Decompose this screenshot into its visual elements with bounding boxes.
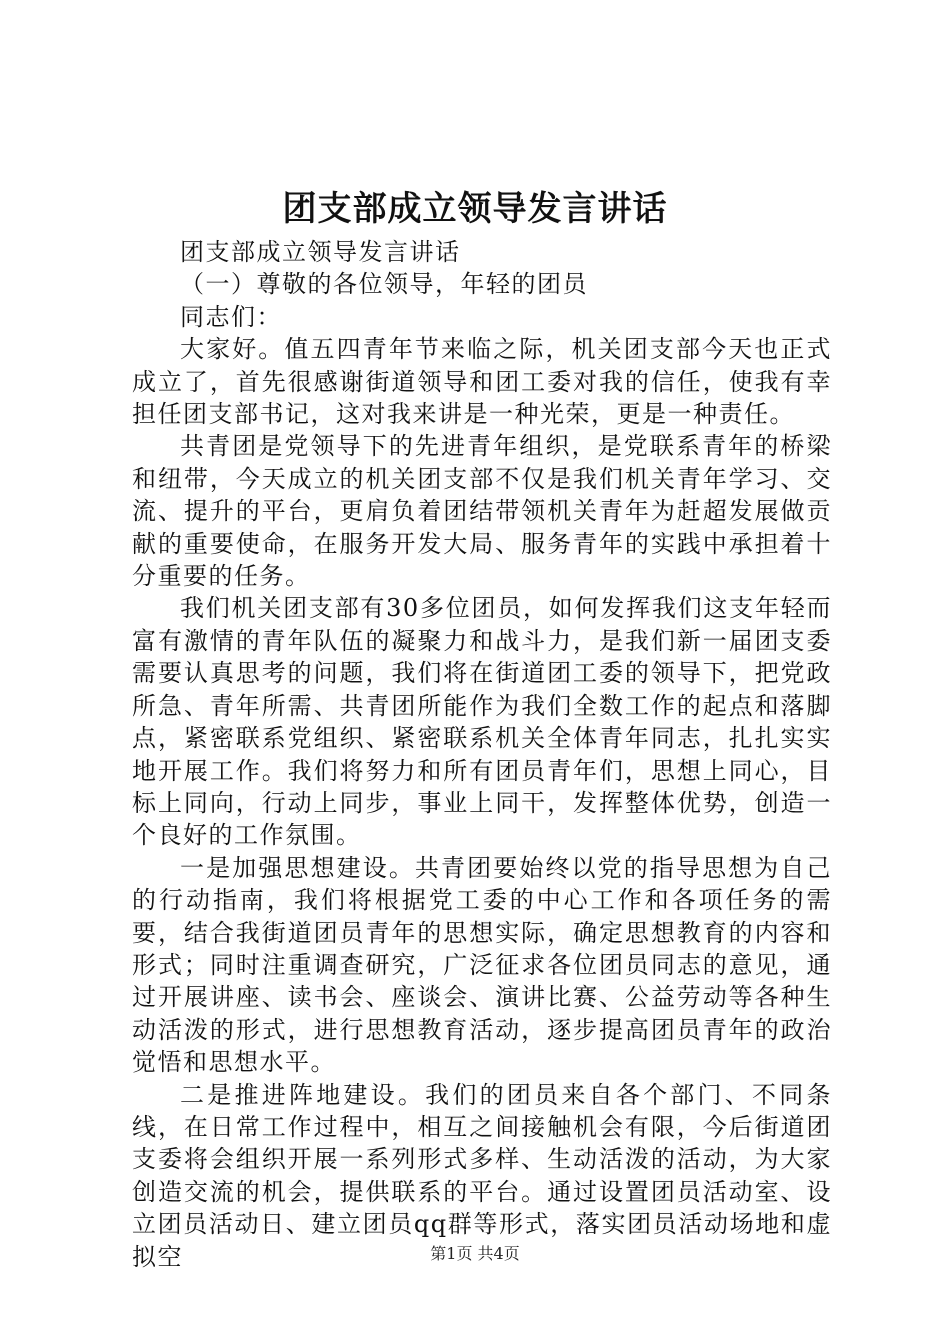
paragraph: 一是加强思想建设。共青团要始终以党的指导思想为自己的行动指南，我们将根据党工委的中心工作和各项任务的需要，结合我街道团员青年的思想实际，确定思想教育的内容和形式；同时注重调查研究，广泛征求各位团员同志的意见，通过开展讲座、读书会、座谈会、演讲比赛、公益劳动等各种生动活泼的形式，进行思想教育活动，逐步提高团员青年的政治觉悟和思想水平。 (132, 853, 832, 1077)
document-title: 团支部成立领导发言讲话 (282, 189, 668, 229)
paragraph: 二是推进阵地建设。我们的团员来自各个部门、不同条线，在日常工作过程中，相互之间接触机会有限，今后街道团支委将会组织开展一系列形式多样、生动活泼的活动，为大家创造交流的机会，提供联系的平台。通过设置团员活动室、设立团员活动日、建立团员qq群等形式，落实团员活动场地和虚拟空 (132, 1080, 832, 1271)
page-footer: 第1页 共4页 (430, 1244, 520, 1263)
paragraph: 大家好。值五四青年节来临之际，机关团支部今天也正式成立了，首先很感谢街道领导和团工委对我的信任，使我有幸担任团支部书记，这对我来讲是一种光荣，更是一种责任。 (132, 335, 832, 429)
paragraph: 共青团是党领导下的先进青年组织，是党联系青年的桥梁和纽带，今天成立的机关团支部不仅是我们机关青年学习、交流、提升的平台，更肩负着团结带领机关青年为赶超发展做贡献的重要使命，在服务开发大局、服务青年的实践中承担着十分重要的任务。 (132, 432, 832, 591)
paragraph: 我们机关团支部有30多位团员，如何发挥我们这支年轻而富有激情的青年队伍的凝聚力和战斗力，是我们新一届团支委需要认真思考的问题，我们将在街道团工委的领导下，把党政所急、青年所需、共青团所能作为我们全数工作的起点和落脚点，紧密联系党组织、紧密联系机关全体青年同志，扎扎实实地开展工作。我们将努力和所有团员青年们，思想上同心，目标上同向，行动上同步，事业上同干，发挥整体优势，创造一个良好的工作氛围。 (132, 594, 832, 850)
paragraph: 团支部成立领导发言讲话 (180, 238, 461, 266)
paragraph: 同志们： (180, 302, 282, 331)
document-body (132, 236, 832, 1273)
paragraph: （一）尊敬的各位领导，年轻的团员 (180, 270, 588, 299)
